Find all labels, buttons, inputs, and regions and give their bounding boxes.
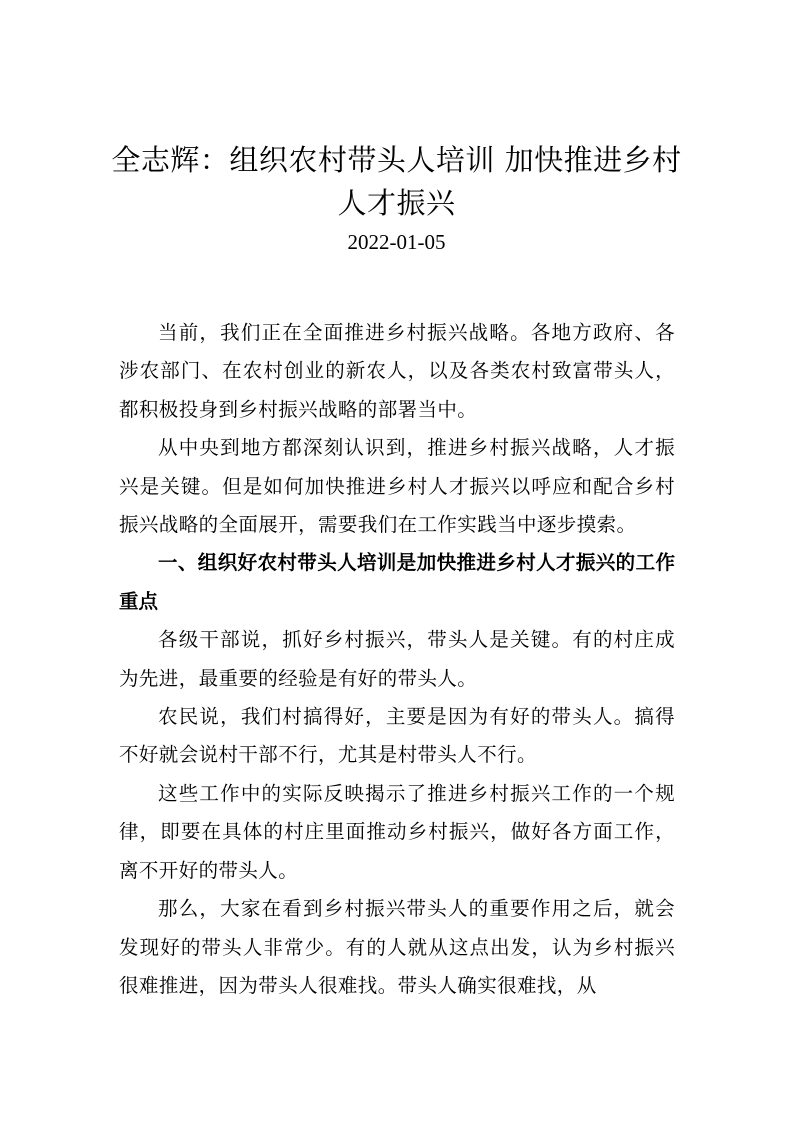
section-heading: 一、组织好农村带头人培训是加快推进乡村人才振兴的工作重点 <box>119 551 675 613</box>
body-paragraph: 从中央到地方都深刻认识到，推进乡村振兴战略，人才振兴是关键。但是如何加快推进乡村人才振兴以呼应和配合乡村振兴战略的全面展开，需要我们在工作实践当中逐步摸索。 <box>119 436 675 537</box>
body-paragraph: 各级干部说，抓好乡村振兴，带头人是关键。有的村庄成为先进，最重要的经验是有好的带头人。 <box>119 628 675 690</box>
body-paragraph: 这些工作中的实际反映揭示了推进乡村振兴工作的一个规律，即要在具体的村庄里面推动乡村振兴，做好各方面工作，离不开好的带头人。 <box>119 781 675 882</box>
article-title: 全志辉：组织农村带头人培训 加快推进乡村人才振兴 <box>111 143 682 220</box>
article-date: 2022-01-05 <box>347 230 446 254</box>
body-paragraph: 农民说，我们村搞得好，主要是因为有好的带头人。搞得不好就会说村干部不行，尤其是村带头人不行。 <box>119 705 675 767</box>
article-body <box>119 314 675 1005</box>
body-paragraph: 当前，我们正在全面推进乡村振兴战略。各地方政府、各涉农部门、在农村创业的新农人，以及各类农村致富带头人，都积极投身到乡村振兴战略的部署当中。 <box>119 321 675 421</box>
body-paragraph: 那么，大家在看到乡村振兴带头人的重要作用之后，就会发现好的带头人非常少。有的人就从这点出发，认为乡村振兴很难推进，因为带头人很难找。带头人确实很难找，从 <box>119 897 675 997</box>
